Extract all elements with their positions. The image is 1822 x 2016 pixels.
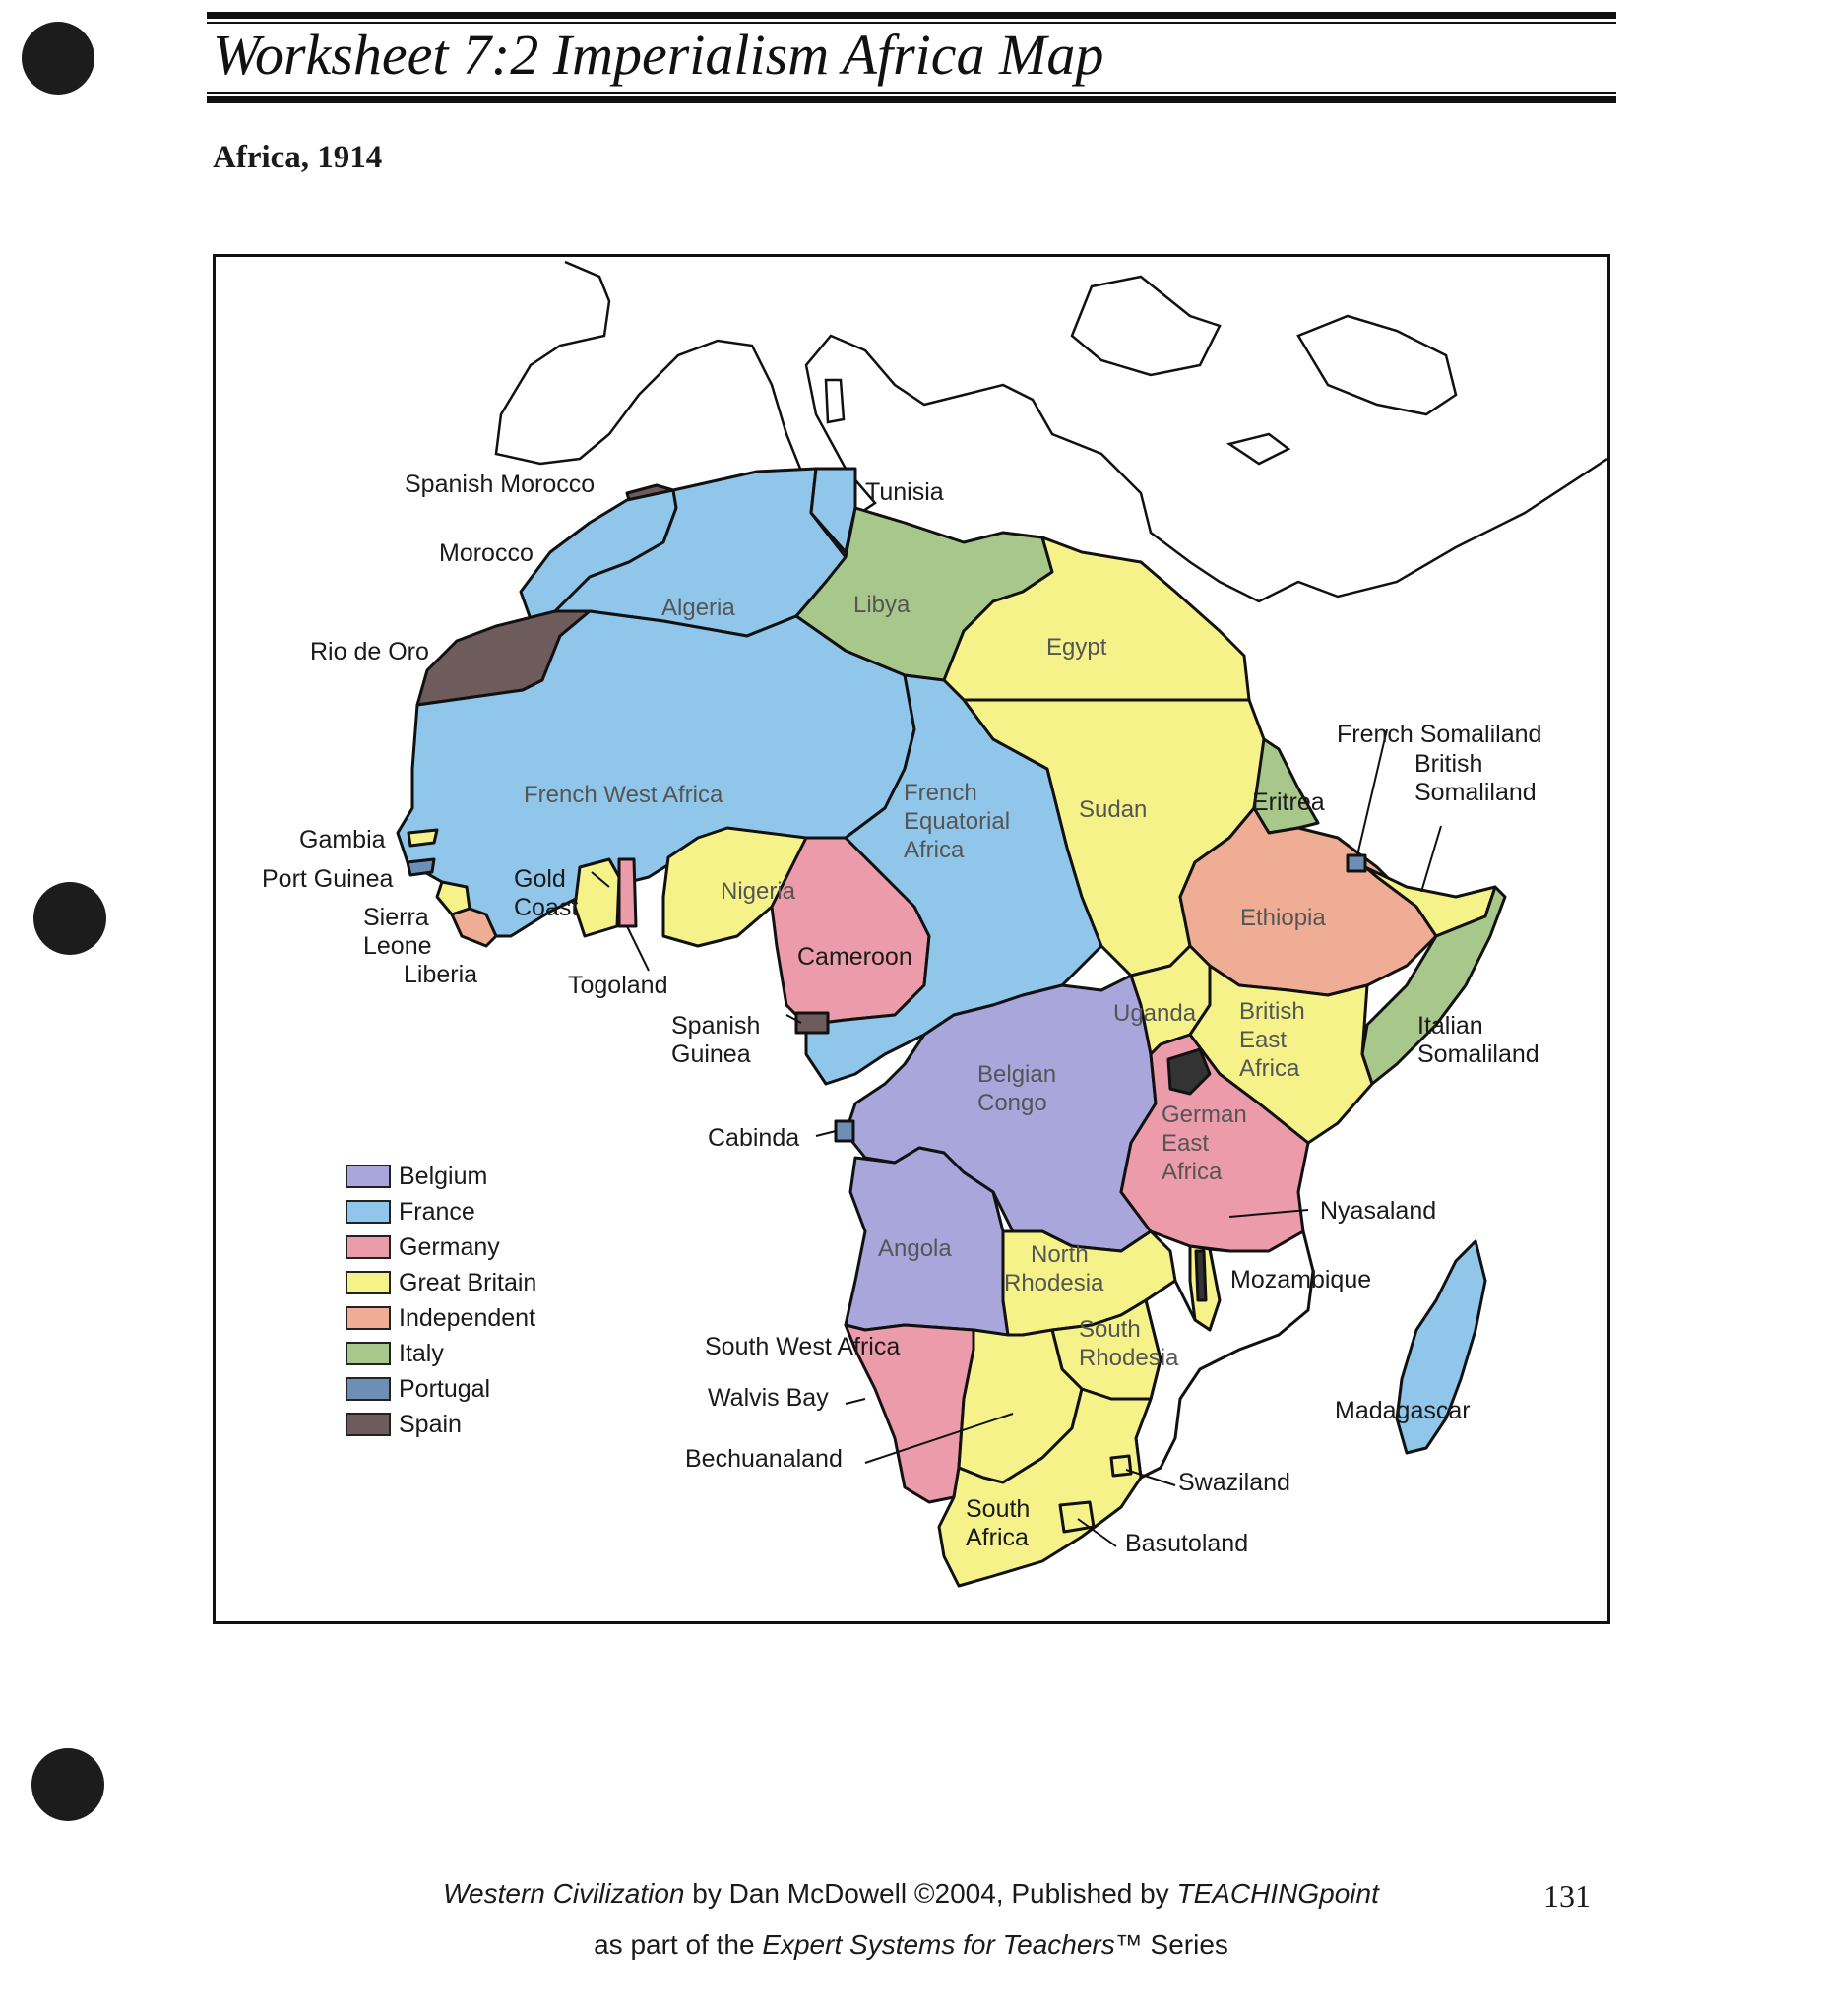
legend-label: Portugal xyxy=(399,1374,491,1403)
label-ethiopia: Ethiopia xyxy=(1240,905,1326,931)
legend-item-independent xyxy=(346,1300,536,1336)
legend-label: Belgium xyxy=(399,1162,488,1190)
footer-publisher: TEACHINGpoint xyxy=(1176,1878,1379,1909)
legend-item-portugal xyxy=(346,1371,536,1407)
binder-hole-bottom xyxy=(31,1748,104,1821)
label-eritrea: Eritrea xyxy=(1252,788,1325,816)
label-morocco: Morocco xyxy=(439,539,534,567)
label-bechuanaland: Bechuanaland xyxy=(685,1445,843,1473)
footer-series-post: Series xyxy=(1142,1929,1228,1960)
page-title: Worksheet 7:2 Imperialism Africa Map xyxy=(213,23,1104,87)
label-gambia: Gambia xyxy=(299,826,386,853)
label-french-equatorial-africa: French Equatorial Africa xyxy=(904,780,1011,863)
footer-author: by Dan McDowell ©2004, Published by xyxy=(684,1878,1177,1909)
label-walvis-bay: Walvis Bay xyxy=(708,1384,829,1412)
label-egypt: Egypt xyxy=(1046,634,1107,661)
region-port-guinea xyxy=(408,859,434,875)
label-tunisia: Tunisia xyxy=(865,478,944,506)
region-lake-nyasa xyxy=(1196,1251,1206,1300)
legend-item-italy xyxy=(346,1336,536,1371)
legend-swatch xyxy=(346,1271,391,1294)
legend-item-belgium xyxy=(346,1159,536,1194)
region-gold-coast xyxy=(575,859,619,936)
region-gambia xyxy=(408,830,437,846)
label-cameroon: Cameroon xyxy=(797,943,912,971)
label-belgian-congo: Belgian Congo xyxy=(977,1061,1057,1116)
legend-swatch xyxy=(346,1200,391,1224)
label-rio-de-oro: Rio de Oro xyxy=(310,638,429,665)
header-rule-bottom xyxy=(207,96,1616,103)
map-frame xyxy=(213,254,1610,1624)
label-south-africa: South Africa xyxy=(966,1495,1031,1551)
legend-label: Independent xyxy=(399,1303,536,1332)
map-legend xyxy=(346,1159,536,1442)
label-angola: Angola xyxy=(878,1235,952,1262)
label-madagascar: Madagascar xyxy=(1335,1397,1471,1424)
legend-label: Spain xyxy=(399,1410,462,1438)
binder-hole-top xyxy=(22,22,94,94)
page-number: 131 xyxy=(1543,1878,1591,1914)
region-swaziland xyxy=(1111,1456,1131,1476)
label-sudan: Sudan xyxy=(1079,796,1148,823)
legend-swatch xyxy=(346,1342,391,1365)
footer-series-name: Expert Systems for Teachers™ xyxy=(762,1929,1143,1960)
region-togoland xyxy=(619,859,636,926)
label-italian-somaliland: Italian Somaliland xyxy=(1417,1012,1539,1068)
legend-label: Italy xyxy=(399,1339,444,1367)
label-gold-coast: Gold Coast xyxy=(514,865,579,921)
label-algeria: Algeria xyxy=(661,595,735,621)
region-eritrea xyxy=(1254,739,1318,833)
label-french-somaliland: French Somaliland xyxy=(1337,721,1542,748)
legend-swatch xyxy=(346,1165,391,1188)
label-spanish-guinea: Spanish Guinea xyxy=(671,1012,761,1068)
label-basutoland: Basutoland xyxy=(1125,1530,1249,1557)
label-swaziland: Swaziland xyxy=(1178,1469,1290,1496)
legend-label: Germany xyxy=(399,1232,500,1261)
label-spanish-morocco: Spanish Morocco xyxy=(405,471,596,498)
legend-swatch xyxy=(346,1235,391,1259)
label-port-guinea: Port Guinea xyxy=(262,865,394,893)
binder-hole-middle xyxy=(33,882,106,955)
label-sierra-leone: Sierra Leone xyxy=(363,904,432,960)
footer-series-pre: as part of the xyxy=(594,1929,763,1960)
region-cabinda xyxy=(836,1121,853,1141)
label-togoland: Togoland xyxy=(568,972,668,999)
footer-book-title: Western Civilization xyxy=(443,1878,685,1909)
header-rule-top xyxy=(207,12,1616,19)
label-south-rhodesia: South Rhodesia xyxy=(1079,1316,1179,1371)
legend-swatch xyxy=(346,1413,391,1436)
legend-item-germany xyxy=(346,1229,536,1265)
map-subtitle: Africa, 1914 xyxy=(213,140,383,175)
header-rule-bottom-thin xyxy=(207,92,1616,94)
label-british-somaliland: British Somaliland xyxy=(1414,750,1537,806)
legend-label: Great Britain xyxy=(399,1268,537,1296)
label-liberia: Liberia xyxy=(404,961,478,988)
label-british-east-africa: British East Africa xyxy=(1239,998,1305,1082)
label-nigeria: Nigeria xyxy=(721,878,796,905)
label-uganda: Uganda xyxy=(1113,1000,1197,1027)
label-mozambique: Mozambique xyxy=(1230,1266,1372,1293)
label-north-rhodesia: North Rhodesia xyxy=(1004,1241,1104,1296)
region-french-somaliland xyxy=(1348,855,1365,871)
label-nyasaland: Nyasaland xyxy=(1320,1197,1437,1225)
legend-swatch xyxy=(346,1306,391,1330)
legend-label: France xyxy=(399,1197,475,1226)
label-south-west-africa: South West Africa xyxy=(705,1333,901,1360)
label-german-east-africa: German East Africa xyxy=(1162,1102,1247,1185)
label-cabinda: Cabinda xyxy=(708,1124,800,1152)
label-libya: Libya xyxy=(853,592,911,618)
legend-item-great-britain xyxy=(346,1265,536,1300)
footer-line-2 xyxy=(0,1929,1822,1961)
label-french-west-africa: French West Africa xyxy=(524,782,723,808)
legend-item-spain xyxy=(346,1407,536,1442)
legend-swatch xyxy=(346,1377,391,1401)
legend-item-france xyxy=(346,1194,536,1229)
